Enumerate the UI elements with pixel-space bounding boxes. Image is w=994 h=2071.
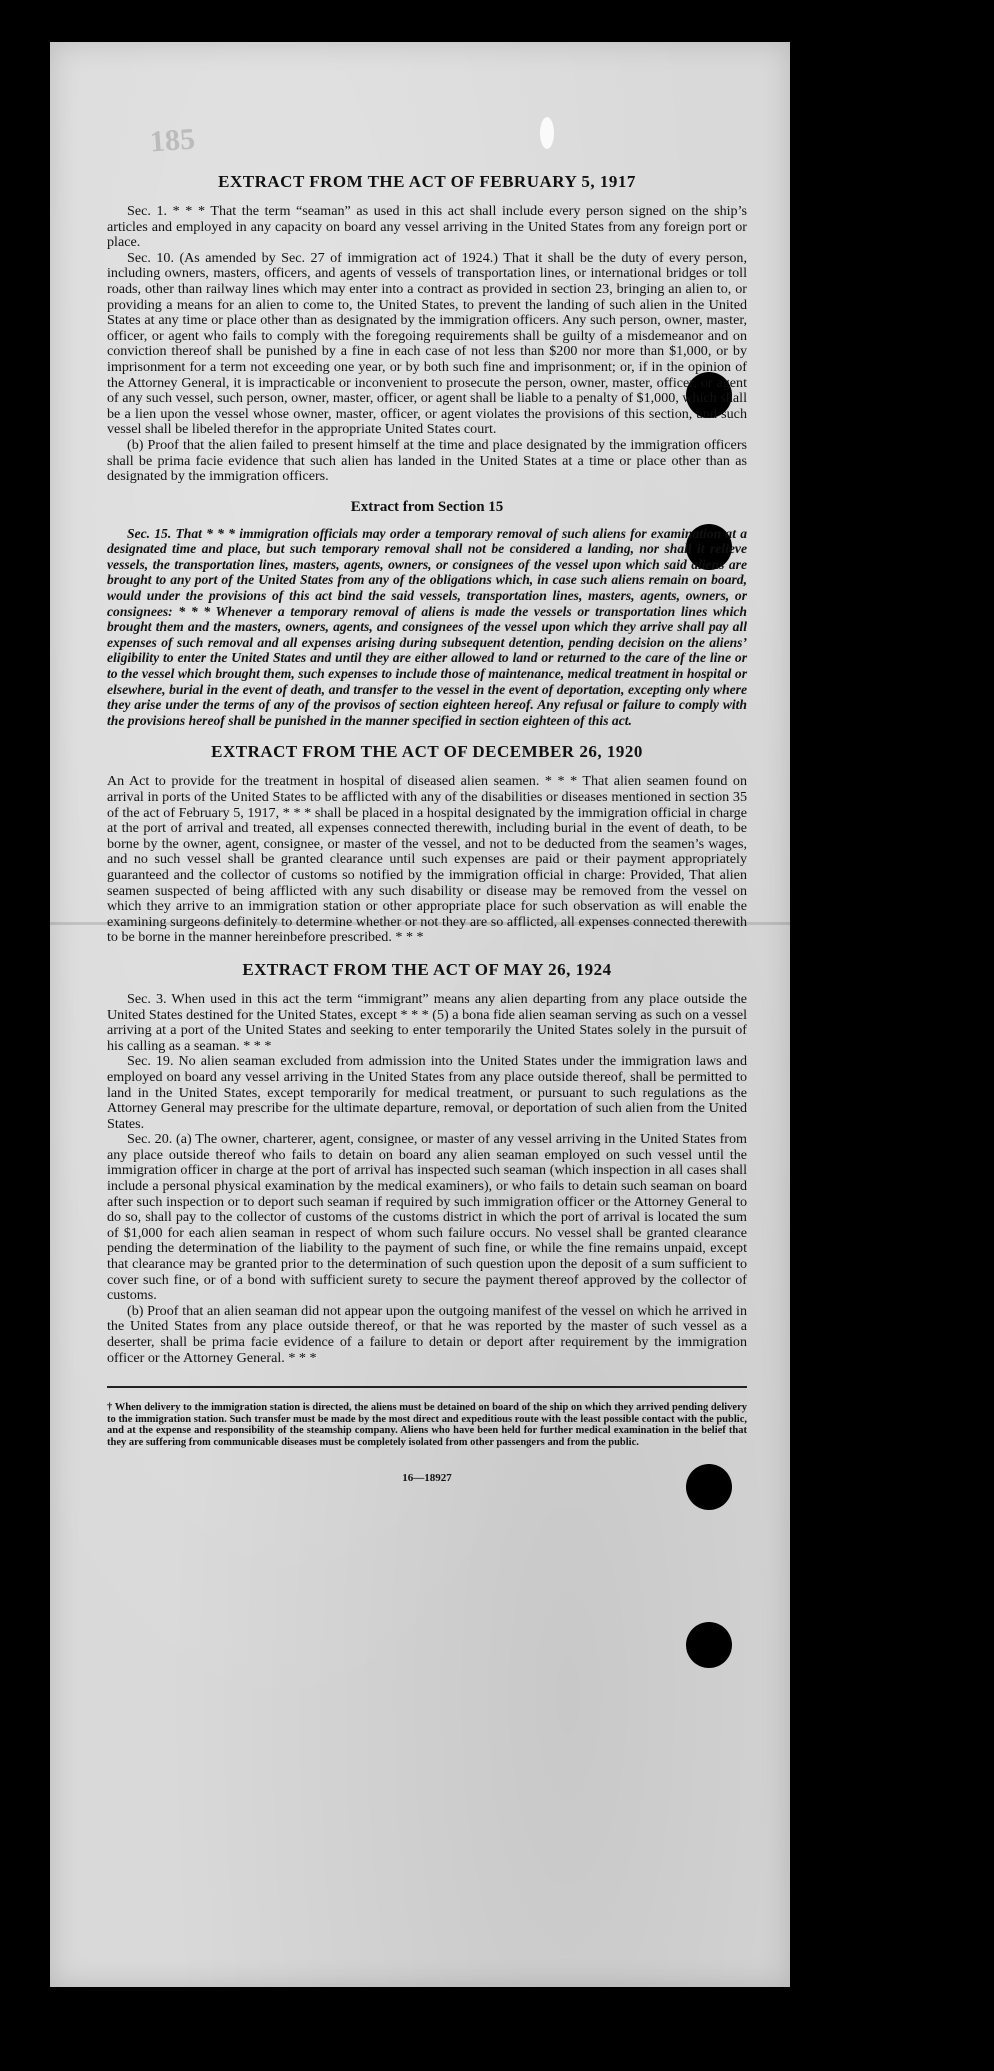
section-act-1924 [107, 960, 747, 1366]
section-heading: Extract from Section 15 [350, 498, 504, 515]
section-heading: EXTRACT FROM THE ACT OF DECEMBER 26, 1920 [211, 742, 643, 762]
paragraph: Sec. 19. No alien seaman excluded from admission into the United States under the immigration laws and employed on board any vessel arriving in the United States from any place outside thereof, shall be permitted to land in the United States, except temporarily for medical treatment, or pursuant to such regulations as the Attorney General may prescribe for the ultimate departure, removal, or deportation of such alien from the United States. [107, 1053, 747, 1132]
paragraph: An Act to provide for the treatment in hospital of diseased alien seamen. * * * That alien seamen found on arrival in ports of the United States to be afflicted with any of the disabilities or diseases mentioned in section 35 of the act of February 5, 1917, * * * shall be placed in a hospital designated by the immigration official in charge at the port of arrival and treated, all expenses connected therewith, including burial in the event of death, to be borne by the owner, agent, consignee, or master of the vessel, and not to be deducted from the seamen’s wages, and no such vessel shall be granted clearance until such expenses are paid or their payment appropriately guaranteed and the collector of customs so notified by the immigration official in charge: Provided, That alien seamen suspected of being afflicted with any such disability or disease may be removed from the vessel on which they arrive to an immigration station or other appropriate place for such observation as will enable the examining surgeons definitely to determine whether or not they are so afflicted, all expenses connected therewith to be borne in the manner hereinbefore prescribed. * * * [107, 773, 747, 946]
section-heading: EXTRACT FROM THE ACT OF MAY 26, 1924 [242, 959, 612, 979]
paragraph: Sec. 1. * * * That the term “seaman” as used in this act shall include every person signed on the ship’s articles and employed in any capacity on board any vessel arriving in the United States from any foreign port or place. [107, 203, 747, 251]
section-act-1917 [107, 172, 747, 485]
paragraph: Sec. 20. (a) The owner, charterer, agent, consignee, or master of any vessel arriving in the United States from any place outside thereof who fails to detain on board any alien seaman employed on such vessel until the immigration officer in charge at the port of arrival has inspected such seaman (which inspection in all cases shall include a personal physical examination by the medical examiners), or who fails to detain such seaman on board after such inspection or to deport such seaman if required by such immigration officer or the Attorney General to do so, shall pay to the collector of customs of the customs district in which the port of arrival is located the sum of $1,000 for each alien seaman in respect of whom such failure occurs. No vessel shall be granted clearance pending the determination of the liability to the payment of such fine, or while the fine remains unpaid, except that clearance may be granted prior to the determination of such question upon the deposit of a sum sufficient to cover such fine, or of a bond with sufficient surety to secure the payment thereof approved by the collector of customs. [107, 1131, 747, 1304]
paragraph: (b) Proof that the alien failed to present himself at the time and place designated by the immigration officers shall be prima facie evidence that such alien has landed in the United States at a time or place other than as designated by the immigration officers. [107, 436, 747, 485]
paragraph: Sec. 15. That * * * immigration officials may order a temporary removal of such aliens for examination at a designated time and place, but such temporary removal shall not be considered a landing, nor shall it relieve vessels, the transportation lines, masters, agents, owners, or consignees of the vessel upon which said aliens are brought to any port of the United States from any of the obligations which, in case such aliens remain on board, would under the provisions of this act bind the said vessels, transportation lines, masters, agents, owners, or consignees: * * * Whenever a temporary removal of aliens is made the vessels or transportation lines which brought them and the masters, owners, agents, and consignees of the vessel upon which they arrive shall pay all expenses of such removal and all expenses arising during subsequent detention, pending decision on the aliens’ eligibility to enter the United States and until they are either allowed to land or returned to the care of the line or to the vessel which brought them, such expenses to include those of maintenance, medical treatment in hospital or elsewhere, burial in the event of death, and transfer to the vessel in the event of deportation, excepting only where they arise under the terms of any of the provisos of section eighteen hereof. Any refusal or failure to comply with the provisions hereof shall be punished in the manner specified in section eighteen of this act. [107, 525, 747, 728]
paragraph: Sec. 3. When used in this act the term “immigrant” means any alien departing from any place outside the United States destined for the United States, except * * * (5) a bona fide alien seaman serving as such on a vessel arriving at a port of the United States and seeking to enter temporarily the United States solely in the pursuit of his calling as a seaman. * * * [107, 990, 747, 1054]
footnote-rule [107, 1386, 747, 1388]
footnote: † When delivery to the immigration station is directed, the aliens must be detained on board of the ship on which they arrived pending delivery to the immigration station. Such transfer must be made by the most direct and expeditious route with the least possible contact with the public, and at the expense and responsibility of the steamship company. Aliens who have been held for further medical examination in the belief that they are suffering from communicable diseases must be completely isolated from other passengers and from the public. [107, 1402, 747, 1448]
print-code: 16—18927 [402, 1472, 452, 1485]
page-stamp: 185 [148, 122, 197, 159]
punch-hole-4 [686, 1622, 732, 1668]
document-page [50, 42, 790, 1987]
section-heading: EXTRACT FROM THE ACT OF FEBRUARY 5, 1917 [218, 172, 636, 191]
section-act-1920 [107, 742, 747, 946]
paragraph: (b) Proof that an alien seaman did not appear upon the outgoing manifest of the vessel on which he arrived in the United States from any place outside thereof, or that he was reported by the master of such vessel as a deserter, shall be prima facie evidence of a failure to detain or deport after requirement by the immigration officer or the Attorney General. * * * [107, 1302, 747, 1366]
document-body [107, 172, 747, 1484]
paragraph: Sec. 10. (As amended by Sec. 27 of immigration act of 1924.) That it shall be the duty of every person, including owners, masters, officers, and agents of vessels of transportation lines, or international bridges or toll roads, other than railway lines which may enter into a contract as provided in section 23, bringing an alien to, or providing a means for an alien to come to, the United States, to prevent the landing of such alien in the United States at any time or place other than as designated by the immigration officers. Any such person, owner, master, officer, or agent who fails to comply with the foregoing requirements shall be guilty of a misdemeanor and on conviction thereof shall be punished by a fine in each case of not less than $200 nor more than $1,000, or by imprisonment for a term not exceeding one year, or by both such fine and imprisonment; or, if in the opinion of the Attorney General, it is impracticable or inconvenient to prosecute the person, owner, master, officer, or agent of any such vessel, such person, owner, master, officer, or agent shall be liable to a penalty of $1,000, which shall be a lien upon the vessel whose owner, master, officer, or agent violates the provisions of this section, and such vessel shall be libeled therefor in the appropriate United States court. [107, 249, 747, 438]
staple-mark [540, 117, 554, 149]
section-15-extract [107, 499, 747, 729]
